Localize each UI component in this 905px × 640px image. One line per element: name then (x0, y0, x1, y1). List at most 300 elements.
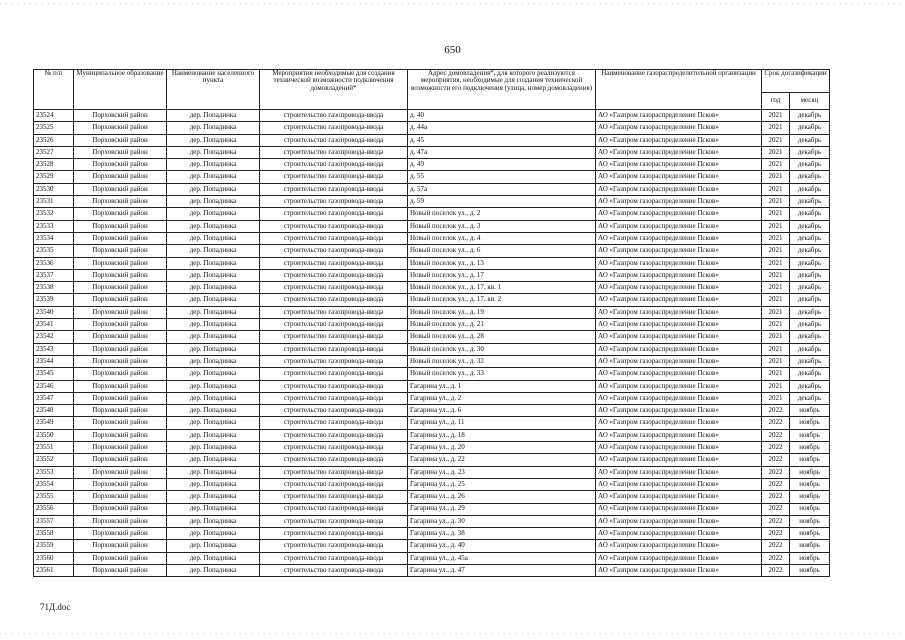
row-month: ноябрь (790, 442, 830, 454)
row-year: 2022 (762, 491, 790, 503)
row-organization: АО «Газпром газораспределение Псков» (596, 122, 762, 134)
row-activity: строительство газопровода-ввода (260, 257, 408, 269)
row-locality: дер. Попадинка (167, 171, 260, 183)
row-month: ноябрь (790, 429, 830, 441)
row-locality: дер. Попадинка (167, 417, 260, 429)
row-organization: АО «Газпром газораспределение Псков» (596, 232, 762, 244)
row-address: Гагарина ул., д. 40 (408, 540, 596, 552)
page-number: 650 (444, 44, 461, 56)
row-activity: строительство газопровода-ввода (260, 478, 408, 490)
row-municipality: Порховский район (74, 491, 167, 503)
row-address: Гагарина ул., д. 18 (408, 429, 596, 441)
table-row (34, 257, 830, 269)
row-month: декабрь (790, 110, 830, 122)
row-activity: строительство газопровода-ввода (260, 343, 408, 355)
row-year: 2022 (762, 454, 790, 466)
row-locality: дер. Попадинка (167, 183, 260, 195)
row-year: 2022 (762, 429, 790, 441)
row-num: 23548 (34, 405, 74, 417)
row-address: Новый поселок ул., д. 2 (408, 208, 596, 220)
row-address: Новый поселок ул., д. 17, кв. 2 (408, 294, 596, 306)
row-organization: АО «Газпром газораспределение Псков» (596, 466, 762, 478)
row-organization: АО «Газпром газораспределение Псков» (596, 429, 762, 441)
row-num: 23529 (34, 171, 74, 183)
row-month: декабрь (790, 134, 830, 146)
row-organization: АО «Газпром газораспределение Псков» (596, 331, 762, 343)
table-row (34, 515, 830, 527)
row-address: Гагарина ул., д. 23 (408, 466, 596, 478)
row-month: ноябрь (790, 454, 830, 466)
row-num: 23556 (34, 503, 74, 515)
table-row (34, 540, 830, 552)
row-month: декабрь (790, 282, 830, 294)
row-year: 2021 (762, 196, 790, 208)
row-municipality: Порховский район (74, 552, 167, 564)
table-row (34, 417, 830, 429)
row-activity: строительство газопровода-ввода (260, 110, 408, 122)
row-locality: дер. Попадинка (167, 220, 260, 232)
row-locality: дер. Попадинка (167, 380, 260, 392)
row-activity: строительство газопровода-ввода (260, 282, 408, 294)
row-activity: строительство газопровода-ввода (260, 355, 408, 367)
row-organization: АО «Газпром газораспределение Псков» (596, 196, 762, 208)
row-activity: строительство газопровода-ввода (260, 380, 408, 392)
row-num: 23558 (34, 528, 74, 540)
scan-artifact-bottom (0, 633, 905, 634)
row-activity: строительство газопровода-ввода (260, 269, 408, 281)
row-locality: дер. Попадинка (167, 564, 260, 576)
table-row (34, 355, 830, 367)
row-month: декабрь (790, 171, 830, 183)
row-year: 2021 (762, 134, 790, 146)
row-num: 23537 (34, 269, 74, 281)
table-row (34, 454, 830, 466)
row-year: 2021 (762, 171, 790, 183)
row-num: 23535 (34, 245, 74, 257)
row-locality: дер. Попадинка (167, 159, 260, 171)
row-activity: строительство газопровода-ввода (260, 331, 408, 343)
row-activity: строительство газопровода-ввода (260, 232, 408, 244)
row-month: декабрь (790, 355, 830, 367)
row-municipality: Порховский район (74, 355, 167, 367)
row-activity: строительство газопровода-ввода (260, 503, 408, 515)
table-row (34, 552, 830, 564)
row-year: 2021 (762, 232, 790, 244)
row-organization: АО «Газпром газораспределение Псков» (596, 134, 762, 146)
row-year: 2022 (762, 515, 790, 527)
row-month: ноябрь (790, 564, 830, 576)
table-row (34, 245, 830, 257)
row-month: декабрь (790, 331, 830, 343)
row-year: 2021 (762, 183, 790, 195)
row-num: 23549 (34, 417, 74, 429)
row-municipality: Порховский район (74, 171, 167, 183)
table-row (34, 196, 830, 208)
row-address: Гагарина ул., д. 6 (408, 405, 596, 417)
row-locality: дер. Попадинка (167, 196, 260, 208)
row-address: д. 57а (408, 183, 596, 195)
row-activity: строительство газопровода-ввода (260, 319, 408, 331)
row-locality: дер. Попадинка (167, 392, 260, 404)
row-municipality: Порховский район (74, 540, 167, 552)
row-organization: АО «Газпром газораспределение Псков» (596, 491, 762, 503)
row-year: 2021 (762, 355, 790, 367)
row-activity: строительство газопровода-ввода (260, 442, 408, 454)
row-num: 23541 (34, 319, 74, 331)
row-num: 23557 (34, 515, 74, 527)
table-row (34, 528, 830, 540)
row-municipality: Порховский район (74, 196, 167, 208)
row-month: декабрь (790, 380, 830, 392)
row-num: 23552 (34, 454, 74, 466)
row-locality: дер. Попадинка (167, 331, 260, 343)
row-year: 2021 (762, 122, 790, 134)
row-organization: АО «Газпром газораспределение Псков» (596, 294, 762, 306)
row-organization: АО «Газпром газораспределение Псков» (596, 368, 762, 380)
row-locality: дер. Попадинка (167, 355, 260, 367)
row-locality: дер. Попадинка (167, 306, 260, 318)
row-organization: АО «Газпром газораспределение Псков» (596, 503, 762, 515)
row-year: 2021 (762, 257, 790, 269)
row-num: 23560 (34, 552, 74, 564)
row-activity: строительство газопровода-ввода (260, 208, 408, 220)
row-num: 23533 (34, 220, 74, 232)
row-municipality: Порховский район (74, 208, 167, 220)
row-municipality: Порховский район (74, 478, 167, 490)
row-activity: строительство газопровода-ввода (260, 417, 408, 429)
row-year: 2021 (762, 146, 790, 158)
row-num: 23550 (34, 429, 74, 441)
row-num: 23527 (34, 146, 74, 158)
row-organization: АО «Газпром газораспределение Псков» (596, 343, 762, 355)
row-municipality: Порховский район (74, 220, 167, 232)
row-organization: АО «Газпром газораспределение Псков» (596, 540, 762, 552)
row-municipality: Порховский район (74, 294, 167, 306)
row-year: 2022 (762, 528, 790, 540)
row-municipality: Порховский район (74, 331, 167, 343)
row-address: Гагарина ул., д. 1 (408, 380, 596, 392)
row-address: Гагарина ул., д. 11 (408, 417, 596, 429)
header-year: год (762, 93, 790, 110)
row-municipality: Порховский район (74, 368, 167, 380)
row-address: Новый поселок ул., д. 32 (408, 355, 596, 367)
row-locality: дер. Попадинка (167, 429, 260, 441)
row-year: 2021 (762, 392, 790, 404)
row-organization: АО «Газпром газораспределение Псков» (596, 442, 762, 454)
row-municipality: Порховский район (74, 257, 167, 269)
row-municipality: Порховский район (74, 429, 167, 441)
row-month: ноябрь (790, 552, 830, 564)
row-municipality: Порховский район (74, 442, 167, 454)
row-address: Гагарина ул., д. 26 (408, 491, 596, 503)
row-locality: дер. Попадинка (167, 343, 260, 355)
row-activity: строительство газопровода-ввода (260, 306, 408, 318)
row-month: декабрь (790, 232, 830, 244)
row-municipality: Порховский район (74, 454, 167, 466)
table-row (34, 564, 830, 576)
table-row (34, 466, 830, 478)
row-num: 23561 (34, 564, 74, 576)
row-activity: строительство газопровода-ввода (260, 171, 408, 183)
row-locality: дер. Попадинка (167, 282, 260, 294)
row-num: 23559 (34, 540, 74, 552)
row-address: Гагарина ул., д. 20 (408, 442, 596, 454)
row-month: декабрь (790, 319, 830, 331)
row-activity: строительство газопровода-ввода (260, 429, 408, 441)
row-municipality: Порховский район (74, 405, 167, 417)
row-locality: дер. Попадинка (167, 405, 260, 417)
row-address: д. 59 (408, 196, 596, 208)
row-activity: строительство газопровода-ввода (260, 528, 408, 540)
row-year: 2021 (762, 331, 790, 343)
row-address: Новый поселок ул., д. 17 (408, 269, 596, 281)
row-activity: строительство газопровода-ввода (260, 454, 408, 466)
row-activity: строительство газопровода-ввода (260, 196, 408, 208)
row-municipality: Порховский район (74, 466, 167, 478)
row-address: Гагарина ул., д. 25 (408, 478, 596, 490)
row-locality: дер. Попадинка (167, 368, 260, 380)
row-month: декабрь (790, 159, 830, 171)
row-num: 23543 (34, 343, 74, 355)
row-month: ноябрь (790, 540, 830, 552)
row-month: ноябрь (790, 528, 830, 540)
row-num: 23546 (34, 380, 74, 392)
row-organization: АО «Газпром газораспределение Псков» (596, 183, 762, 195)
row-locality: дер. Попадинка (167, 528, 260, 540)
table-row (34, 232, 830, 244)
row-locality: дер. Попадинка (167, 515, 260, 527)
table-row (34, 208, 830, 220)
row-municipality: Порховский район (74, 417, 167, 429)
row-address: д. 47а (408, 146, 596, 158)
row-activity: строительство газопровода-ввода (260, 392, 408, 404)
row-num: 23528 (34, 159, 74, 171)
row-month: декабрь (790, 257, 830, 269)
row-address: д. 45 (408, 134, 596, 146)
row-month: декабрь (790, 245, 830, 257)
row-municipality: Порховский район (74, 503, 167, 515)
table-row (34, 183, 830, 195)
row-num: 23534 (34, 232, 74, 244)
row-num: 23544 (34, 355, 74, 367)
row-num: 23540 (34, 306, 74, 318)
header-month: месяц (790, 93, 830, 110)
table-row (34, 220, 830, 232)
row-year: 2022 (762, 478, 790, 490)
row-month: ноябрь (790, 466, 830, 478)
row-municipality: Порховский район (74, 306, 167, 318)
table-row (34, 134, 830, 146)
row-address: Новый поселок ул., д. 28 (408, 331, 596, 343)
table-row (34, 319, 830, 331)
row-num: 23545 (34, 368, 74, 380)
row-address: д. 49 (408, 159, 596, 171)
row-municipality: Порховский район (74, 159, 167, 171)
row-num: 23553 (34, 466, 74, 478)
row-num: 23539 (34, 294, 74, 306)
row-num: 23538 (34, 282, 74, 294)
row-num: 23525 (34, 122, 74, 134)
row-locality: дер. Попадинка (167, 294, 260, 306)
row-municipality: Порховский район (74, 134, 167, 146)
row-organization: АО «Газпром газораспределение Псков» (596, 208, 762, 220)
row-month: декабрь (790, 196, 830, 208)
row-organization: АО «Газпром газораспределение Псков» (596, 564, 762, 576)
row-activity: строительство газопровода-ввода (260, 245, 408, 257)
row-locality: дер. Попадинка (167, 491, 260, 503)
row-address: Новый поселок ул., д. 3 (408, 220, 596, 232)
row-month: декабрь (790, 343, 830, 355)
row-municipality: Порховский район (74, 380, 167, 392)
row-address: д. 44а (408, 122, 596, 134)
row-organization: АО «Газпром газораспределение Псков» (596, 245, 762, 257)
row-municipality: Порховский район (74, 110, 167, 122)
row-year: 2022 (762, 503, 790, 515)
row-locality: дер. Попадинка (167, 540, 260, 552)
row-year: 2021 (762, 269, 790, 281)
row-address: д. 40 (408, 110, 596, 122)
row-locality: дер. Попадинка (167, 146, 260, 158)
row-address: Новый поселок ул., д. 30 (408, 343, 596, 355)
row-municipality: Порховский район (74, 232, 167, 244)
row-locality: дер. Попадинка (167, 134, 260, 146)
row-year: 2021 (762, 245, 790, 257)
row-organization: АО «Газпром газораспределение Псков» (596, 380, 762, 392)
table-row (34, 110, 830, 122)
row-month: декабрь (790, 220, 830, 232)
row-locality: дер. Попадинка (167, 269, 260, 281)
row-organization: АО «Газпром газораспределение Псков» (596, 220, 762, 232)
row-month: ноябрь (790, 417, 830, 429)
row-organization: АО «Газпром газораспределение Псков» (596, 552, 762, 564)
row-month: декабрь (790, 392, 830, 404)
table-row (34, 146, 830, 158)
row-municipality: Порховский район (74, 392, 167, 404)
row-month: ноябрь (790, 515, 830, 527)
row-num: 23547 (34, 392, 74, 404)
row-locality: дер. Попадинка (167, 208, 260, 220)
row-organization: АО «Газпром газораспределение Псков» (596, 392, 762, 404)
row-organization: АО «Газпром газораспределение Псков» (596, 110, 762, 122)
row-activity: строительство газопровода-ввода (260, 368, 408, 380)
row-year: 2022 (762, 564, 790, 576)
row-year: 2022 (762, 405, 790, 417)
row-organization: АО «Газпром газораспределение Псков» (596, 478, 762, 490)
row-activity: строительство газопровода-ввода (260, 466, 408, 478)
row-address: Гагарина ул., д. 29 (408, 503, 596, 515)
row-num: 23536 (34, 257, 74, 269)
row-activity: строительство газопровода-ввода (260, 540, 408, 552)
row-num: 23554 (34, 478, 74, 490)
row-year: 2021 (762, 380, 790, 392)
row-num: 23551 (34, 442, 74, 454)
row-address: Новый поселок ул., д. 13 (408, 257, 596, 269)
footer-filename: 71Д.doc (40, 602, 71, 612)
table-row (34, 491, 830, 503)
row-organization: АО «Газпром газораспределение Псков» (596, 515, 762, 527)
row-municipality: Порховский район (74, 515, 167, 527)
row-activity: строительство газопровода-ввода (260, 405, 408, 417)
header-organization: Наименование газораспределительной организации (596, 70, 762, 110)
table-row (34, 159, 830, 171)
row-num: 23526 (34, 134, 74, 146)
row-organization: АО «Газпром газораспределение Псков» (596, 528, 762, 540)
row-organization: АО «Газпром газораспределение Псков» (596, 417, 762, 429)
table-row (34, 343, 830, 355)
row-municipality: Порховский район (74, 343, 167, 355)
row-municipality: Порховский район (74, 269, 167, 281)
row-month: декабрь (790, 368, 830, 380)
row-organization: АО «Газпром газораспределение Псков» (596, 269, 762, 281)
row-locality: дер. Попадинка (167, 245, 260, 257)
row-address: Новый поселок ул., д. 6 (408, 245, 596, 257)
row-activity: строительство газопровода-ввода (260, 159, 408, 171)
row-locality: дер. Попадинка (167, 552, 260, 564)
row-locality: дер. Попадинка (167, 319, 260, 331)
row-year: 2022 (762, 552, 790, 564)
header-deadline: Срок догазификации (762, 70, 830, 93)
row-address: д. 55 (408, 171, 596, 183)
row-locality: дер. Попадинка (167, 454, 260, 466)
row-address: Новый поселок ул., д. 19 (408, 306, 596, 318)
table-row (34, 392, 830, 404)
row-year: 2022 (762, 417, 790, 429)
row-year: 2021 (762, 319, 790, 331)
row-organization: АО «Газпром газораспределение Псков» (596, 159, 762, 171)
row-year: 2021 (762, 110, 790, 122)
row-year: 2021 (762, 282, 790, 294)
row-address: Гагарина ул., д. 45а (408, 552, 596, 564)
row-organization: АО «Газпром газораспределение Псков» (596, 282, 762, 294)
table-row (34, 282, 830, 294)
table-row (34, 294, 830, 306)
row-address: Гагарина ул., д. 38 (408, 528, 596, 540)
row-month: ноябрь (790, 478, 830, 490)
row-locality: дер. Попадинка (167, 478, 260, 490)
row-organization: АО «Газпром газораспределение Псков» (596, 146, 762, 158)
row-month: декабрь (790, 306, 830, 318)
row-year: 2021 (762, 306, 790, 318)
row-month: ноябрь (790, 503, 830, 515)
table-row (34, 429, 830, 441)
header-locality: Наименование населенного пункта (167, 70, 260, 110)
row-month: ноябрь (790, 405, 830, 417)
table-row (34, 405, 830, 417)
row-activity: строительство газопровода-ввода (260, 183, 408, 195)
row-address: Новый поселок ул., д. 21 (408, 319, 596, 331)
row-month: декабрь (790, 269, 830, 281)
row-year: 2021 (762, 294, 790, 306)
row-activity: строительство газопровода-ввода (260, 134, 408, 146)
table-row (34, 368, 830, 380)
row-municipality: Порховский район (74, 282, 167, 294)
row-organization: АО «Газпром газораспределение Псков» (596, 306, 762, 318)
row-num: 23524 (34, 110, 74, 122)
row-municipality: Порховский район (74, 528, 167, 540)
table-row (34, 442, 830, 454)
row-month: декабрь (790, 122, 830, 134)
row-address: Гагарина ул., д. 22 (408, 454, 596, 466)
row-locality: дер. Попадинка (167, 466, 260, 478)
row-municipality: Порховский район (74, 319, 167, 331)
row-month: ноябрь (790, 491, 830, 503)
row-year: 2021 (762, 159, 790, 171)
row-municipality: Порховский район (74, 146, 167, 158)
header-address: Адрес домовладения*, для которого реализуются мероприятия, необходимые для создания технической возможности его подключения (улица, номер домовладения) (408, 70, 596, 110)
row-address: Гагарина ул., д. 2 (408, 392, 596, 404)
row-locality: дер. Попадинка (167, 122, 260, 134)
row-num: 23530 (34, 183, 74, 195)
